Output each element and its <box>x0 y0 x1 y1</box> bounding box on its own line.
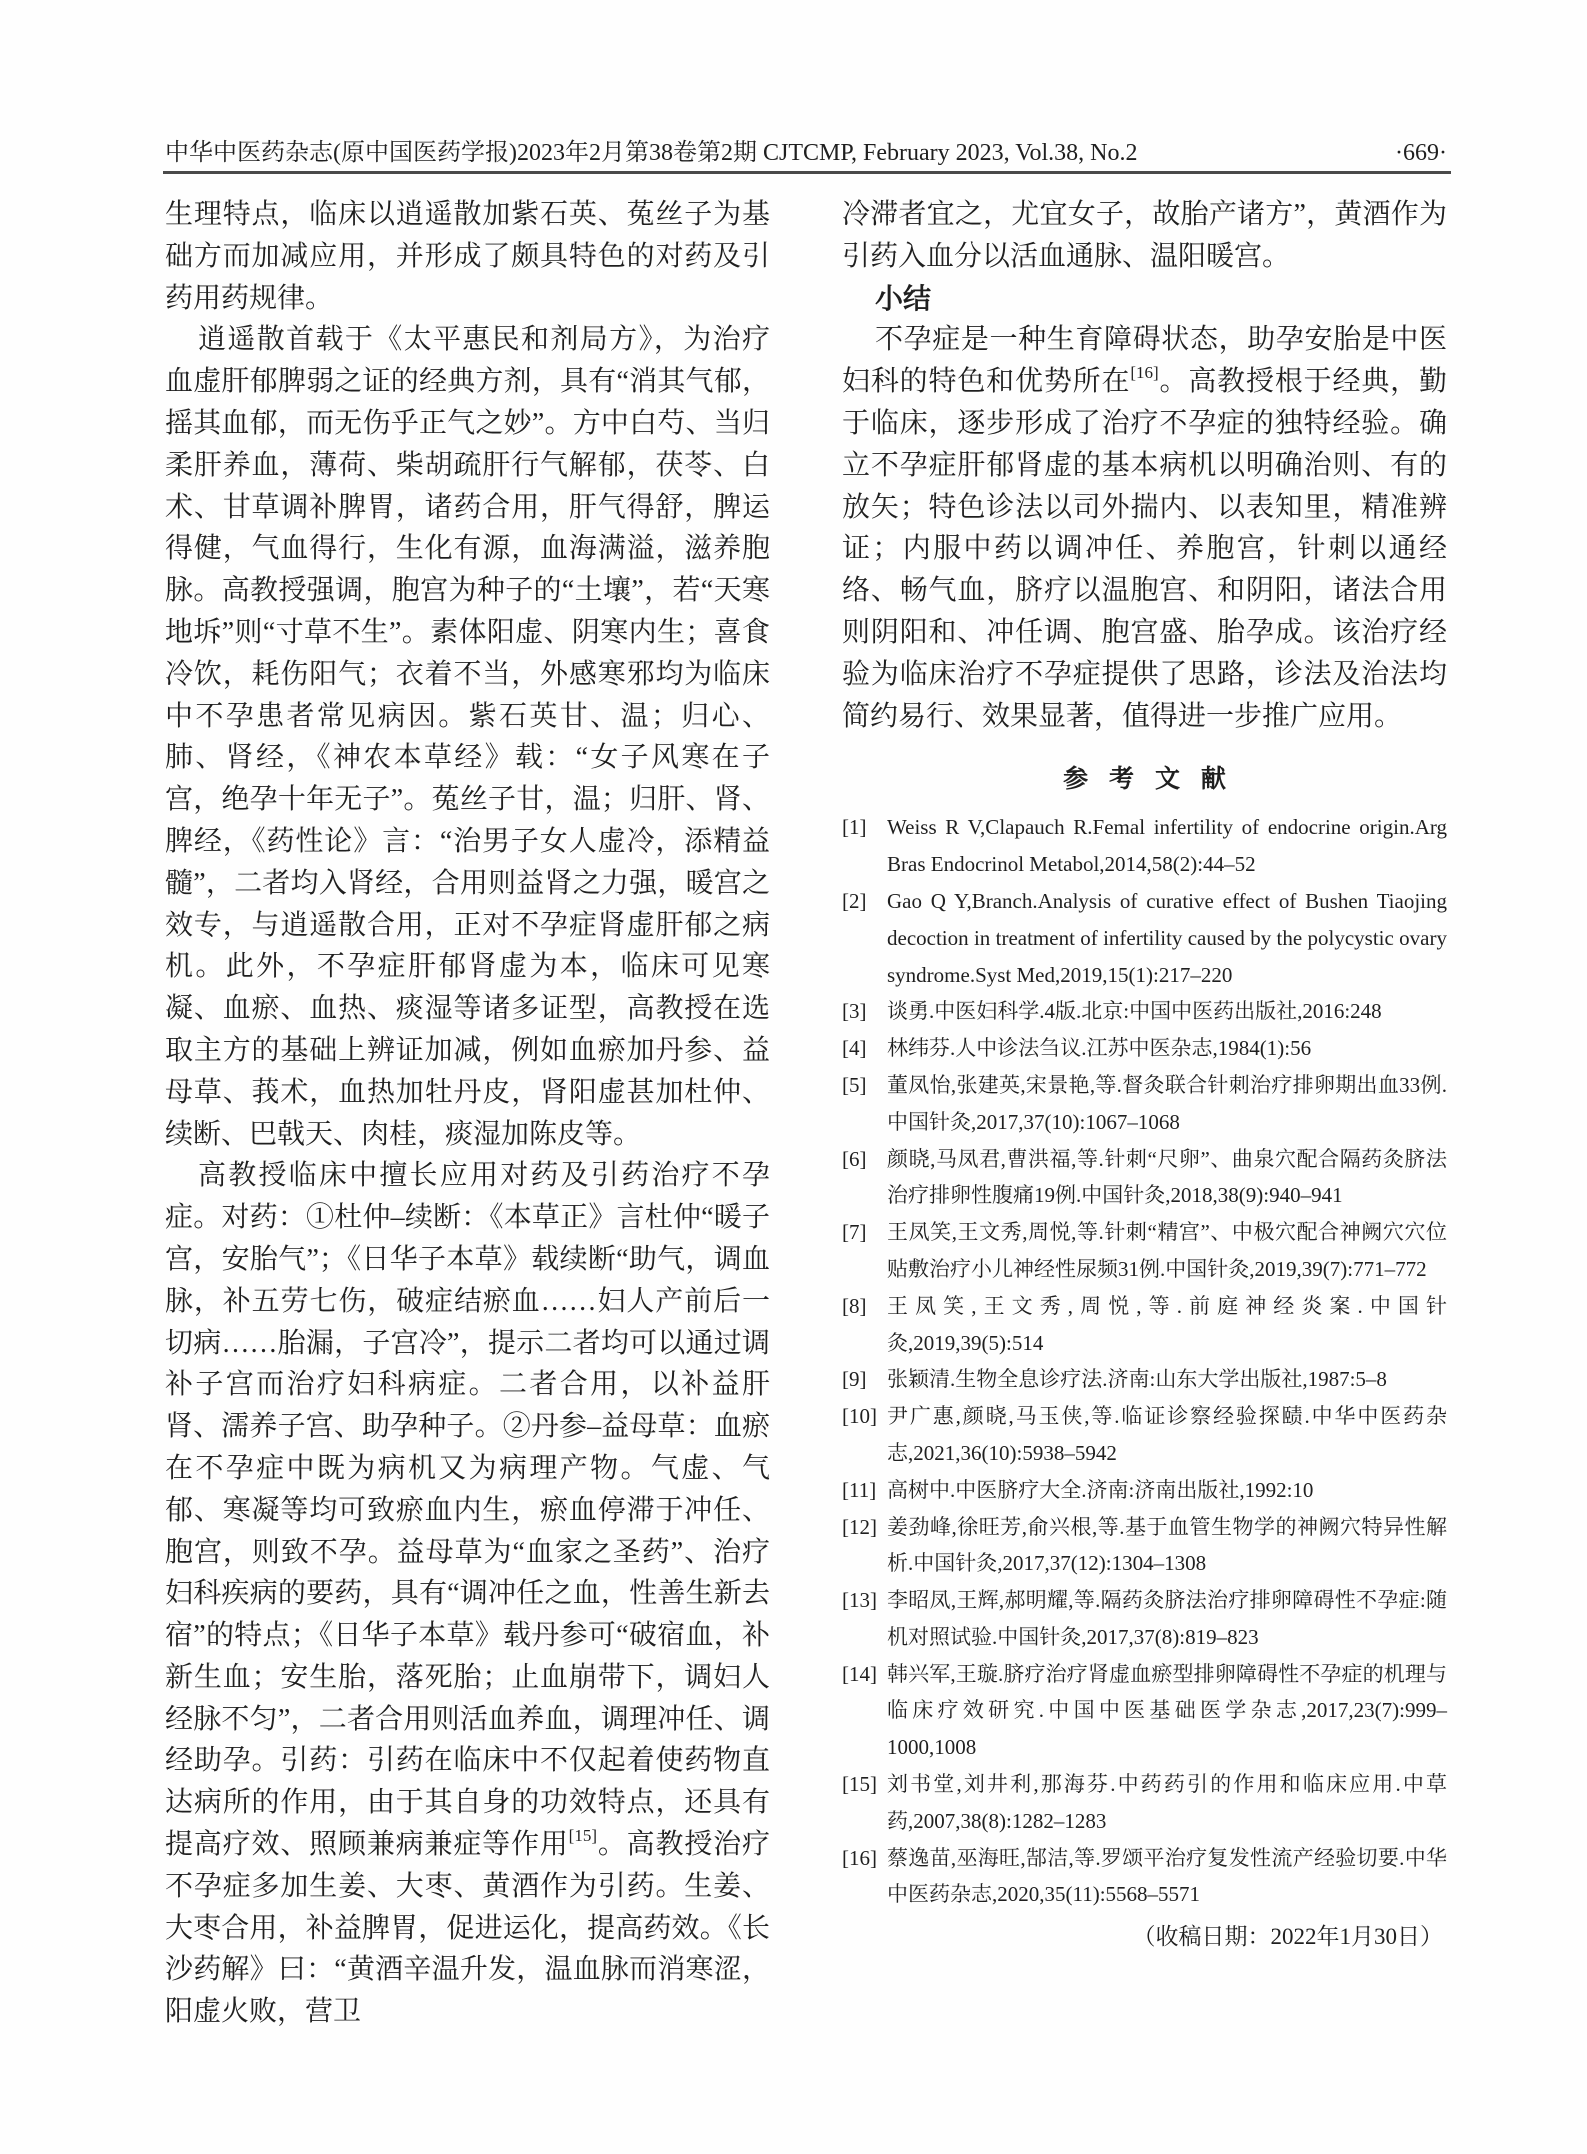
reference-text: 张颖清.生物全息诊疗法.济南:山东大学出版社,1987:5–8 <box>887 1367 1387 1392</box>
reference-item <box>842 1030 1447 1067</box>
received-date: （收稿日期：2022年1月30日） <box>1132 1924 1443 1950</box>
reference-text: Weiss R V,Clapauch R.Femal infertility of endocrine origin.Arg Bras Endocrinol Metabol,2014,58(2):44–52 <box>887 815 1447 877</box>
article-body <box>165 194 1447 2033</box>
paragraph-text: 。高教授治疗不孕症多加生姜、大枣、黄酒作为引药。生姜、大枣合用，补益脾胃，促进运化，提高药效。《长沙药解》曰：“黄酒辛温升发，温血脉而消寒涩，阳虚火败，营卫 <box>165 1829 770 2028</box>
reference-item <box>842 1472 1447 1509</box>
journal-info: 中华中医药杂志(原中国医药学报)2023年2月第38卷第2期 CJTCMP, February 2023, Vol.38, No.2 <box>165 140 1138 166</box>
citation-superscript: [16] <box>1130 363 1159 383</box>
reference-text: 高树中.中医脐疗大全.济南:济南出版社,1992:10 <box>887 1477 1314 1502</box>
reference-number: [9] <box>842 1367 867 1392</box>
reference-item <box>842 1398 1447 1472</box>
paragraph <box>165 1155 770 2033</box>
reference-number: [11] <box>842 1477 877 1502</box>
reference-number: [2] <box>842 888 867 913</box>
references-heading: 参 考 文 献 <box>1063 765 1226 794</box>
summary-heading: 小结 <box>875 282 932 314</box>
reference-text: 韩兴军,王璇.脐疗治疗肾虚血瘀型排卵障碍性不孕症的机理与临床疗效研究.中国中医基础医学杂志,2017,23(7):999–1000,1008 <box>887 1661 1447 1760</box>
reference-number: [14] <box>842 1661 877 1686</box>
reference-text: 刘书堂,刘井利,那海芬.中药药引的作用和临床应用.中草药,2007,38(8):1282–1283 <box>887 1772 1447 1833</box>
reference-item <box>842 1067 1447 1141</box>
reference-text: 王凤笑,王文秀,周悦,等.针刺“精宫”、中极穴配合神阙穴穴位贴敷治疗小儿神经性尿频31例.中国针灸,2019,39(7):771–772 <box>887 1220 1447 1281</box>
reference-number: [5] <box>842 1072 867 1097</box>
reference-number: [8] <box>842 1293 867 1318</box>
reference-item <box>842 1582 1447 1656</box>
header-rule <box>163 171 1451 174</box>
reference-text: 尹广惠,颜晓,马玉侠,等.临证诊察经验探赜.中华中医药杂志,2021,36(10):5938–5942 <box>887 1404 1447 1465</box>
page-header <box>165 132 1447 167</box>
paragraph-text: 不孕症是一种生育障碍状态，助孕安胎是中医妇科的特色和优势所在 <box>842 324 1447 398</box>
reference-number: [4] <box>842 1036 867 1061</box>
paragraph <box>842 319 1447 737</box>
reference-item <box>842 809 1447 883</box>
reference-text: 蔡逸苗,巫海旺,郜洁,等.罗颂平治疗复发性流产经验切要.中华中医药杂志,2020,35(11):5568–5571 <box>887 1845 1447 1907</box>
reference-item <box>842 883 1447 993</box>
reference-item <box>842 1766 1447 1840</box>
paragraph-text: 高教授临床中擅长应用对药及引药治疗不孕症。对药：①杜仲–续断：《本草正》言杜仲“暖子宫，安胎气”；《日华子本草》载续断“助气，调血脉，补五劳七伤，破症结瘀血……妇人产前后一切病……胎漏，子宫冷”，提示二者均可以通过调补子宫而治疗妇科病症。二者合用，以补益肝肾、濡养子宫、助孕种子。②丹参–益母草：血瘀在不孕症中既为病机又为病理产物。气虚、气郁、寒凝等均可致瘀血内生，瘀血停滞于冲任、胞宫，则致不孕。益母草为“血家之圣药”、治疗妇科疾病的要药，具有“调冲任之血，性善生新去宿”的特点；《日华子本草》载丹参可“破宿血，补新生血；安生胎，落死胎；止血崩带下，调妇人经脉不匀”，二者合用则活血养血，调理冲任、调经助孕。引药：引药在临床中不仅起着使药物直达病所的作用，由于其自身的功效特点，还具有提高疗效、照顾兼病兼症等作用 <box>165 1160 770 1861</box>
citation-superscript: [15] <box>568 1826 597 1846</box>
reference-text: 颜晓,马凤君,曹洪福,等.针刺“尺卵”、曲泉穴配合隔药灸脐法治疗排卵性腹痛19例.中国针灸,2018,38(9):940–941 <box>887 1146 1447 1208</box>
reference-item <box>842 1361 1447 1398</box>
page-number: ·669· <box>1395 140 1447 166</box>
reference-item <box>842 1840 1447 1914</box>
reference-text: Gao Q Y,Branch.Analysis of curative effect of Bushen Tiaojing decoction in treatment of infertility caused by the polycystic ovary syndrome.Syst Med,2019,15(1):217–220 <box>887 888 1447 987</box>
reference-number: [10] <box>842 1404 877 1429</box>
reference-item <box>842 1509 1447 1583</box>
left-column <box>165 194 770 2033</box>
reference-text: 王凤笑,王文秀,周悦,等.前庭神经炎案.中国针灸,2019,39(5):514 <box>887 1293 1447 1355</box>
reference-number: [6] <box>842 1146 867 1171</box>
reference-number: [7] <box>842 1220 867 1245</box>
paragraph-text: 。高教授根于经典，勤于临床，逐步形成了治疗不孕症的独特经验。确立不孕症肝郁肾虚的基本病机以明确治则、有的放矢；特色诊法以司外揣内、以表知里，精准辨证；内服中药以调冲任、养胞宫，针刺以通经络、畅气血，脐疗以温胞宫、和阴阳，诸法合用则阴阳和、冲任调、胞宫盛、胎孕成。该治疗经验为临床治疗不孕症提供了思路，诊法及治法均简约易行、效果显著，值得进一步推广应用。 <box>842 366 1447 732</box>
reference-item <box>842 1656 1447 1766</box>
paragraph: 冷滞者宜之，尤宜女子，故胎产诸方”，黄酒作为引药入血分以活血通脉、温阳暖宫。 <box>842 199 1447 272</box>
reference-number: [12] <box>842 1514 877 1539</box>
reference-number: [1] <box>842 815 867 840</box>
reference-item <box>842 1141 1447 1215</box>
reference-text: 李昭凤,王辉,郝明耀,等.隔药灸脐法治疗排卵障碍性不孕症:随机对照试验.中国针灸,2017,37(8):819–823 <box>887 1588 1447 1649</box>
paragraph: 生理特点，临床以逍遥散加紫石英、菟丝子为基础方而加减应用，并形成了颇具特色的对药及引药用药规律。 <box>165 199 770 314</box>
reference-number: [15] <box>842 1772 877 1797</box>
reference-list <box>842 809 1447 1913</box>
reference-number: [3] <box>842 999 867 1024</box>
reference-text: 谈勇.中医妇科学.4版.北京:中国中医药出版社,2016:248 <box>887 999 1382 1024</box>
reference-item <box>842 1214 1447 1288</box>
reference-number: [16] <box>842 1845 877 1870</box>
reference-item <box>842 993 1447 1030</box>
reference-text: 姜劲峰,徐旺芳,俞兴根,等.基于血管生物学的神阙穴特异性解析.中国针灸,2017,37(12):1304–1308 <box>887 1514 1447 1576</box>
reference-text: 董凤怡,张建英,宋景艳,等.督灸联合针刺治疗排卵期出血33例.中国针灸,2017,37(10):1067–1068 <box>887 1072 1447 1134</box>
reference-number: [13] <box>842 1588 877 1613</box>
reference-item <box>842 1288 1447 1362</box>
reference-text: 林纬芬.人中诊法刍议.江苏中医杂志,1984(1):56 <box>887 1036 1312 1061</box>
right-column <box>842 194 1447 2033</box>
paragraph: 逍遥散首载于《太平惠民和剂局方》，为治疗血虚肝郁脾弱之证的经典方剂，具有“消其气郁，摇其血郁，而无伤乎正气之妙”。方中白芍、当归柔肝养血，薄荷、柴胡疏肝行气解郁，茯苓、白术、甘草调补脾胃，诸药合用，肝气得舒，脾运得健，气血得行，生化有源，血海满溢，滋养胞脉。高教授强调，胞宫为种子的“土壤”，若“天寒地坼”则“寸草不生”。素体阳虚、阴寒内生；喜食冷饮，耗伤阳气；衣着不当，外感寒邪均为临床中不孕患者常见病因。紫石英甘、温；归心、肺、肾经，《神农本草经》载：“女子风寒在子宫，绝孕十年无子”。菟丝子甘，温；归肝、肾、脾经，《药性论》言：“治男子女人虚冷，添精益髓”，二者均入肾经，合用则益肾之力强，暖宫之效专，与逍遥散合用，正对不孕症肾虚肝郁之病机。此外，不孕症肝郁肾虚为本，临床可见寒凝、血瘀、血热、痰湿等诸多证型，高教授在选取主方的基础上辨证加减，例如血瘀加丹参、益母草、莪术，血热加牡丹皮，肾阳虚甚加杜仲、续断、巴戟天、肉桂，痰湿加陈皮等。 <box>165 324 770 1150</box>
